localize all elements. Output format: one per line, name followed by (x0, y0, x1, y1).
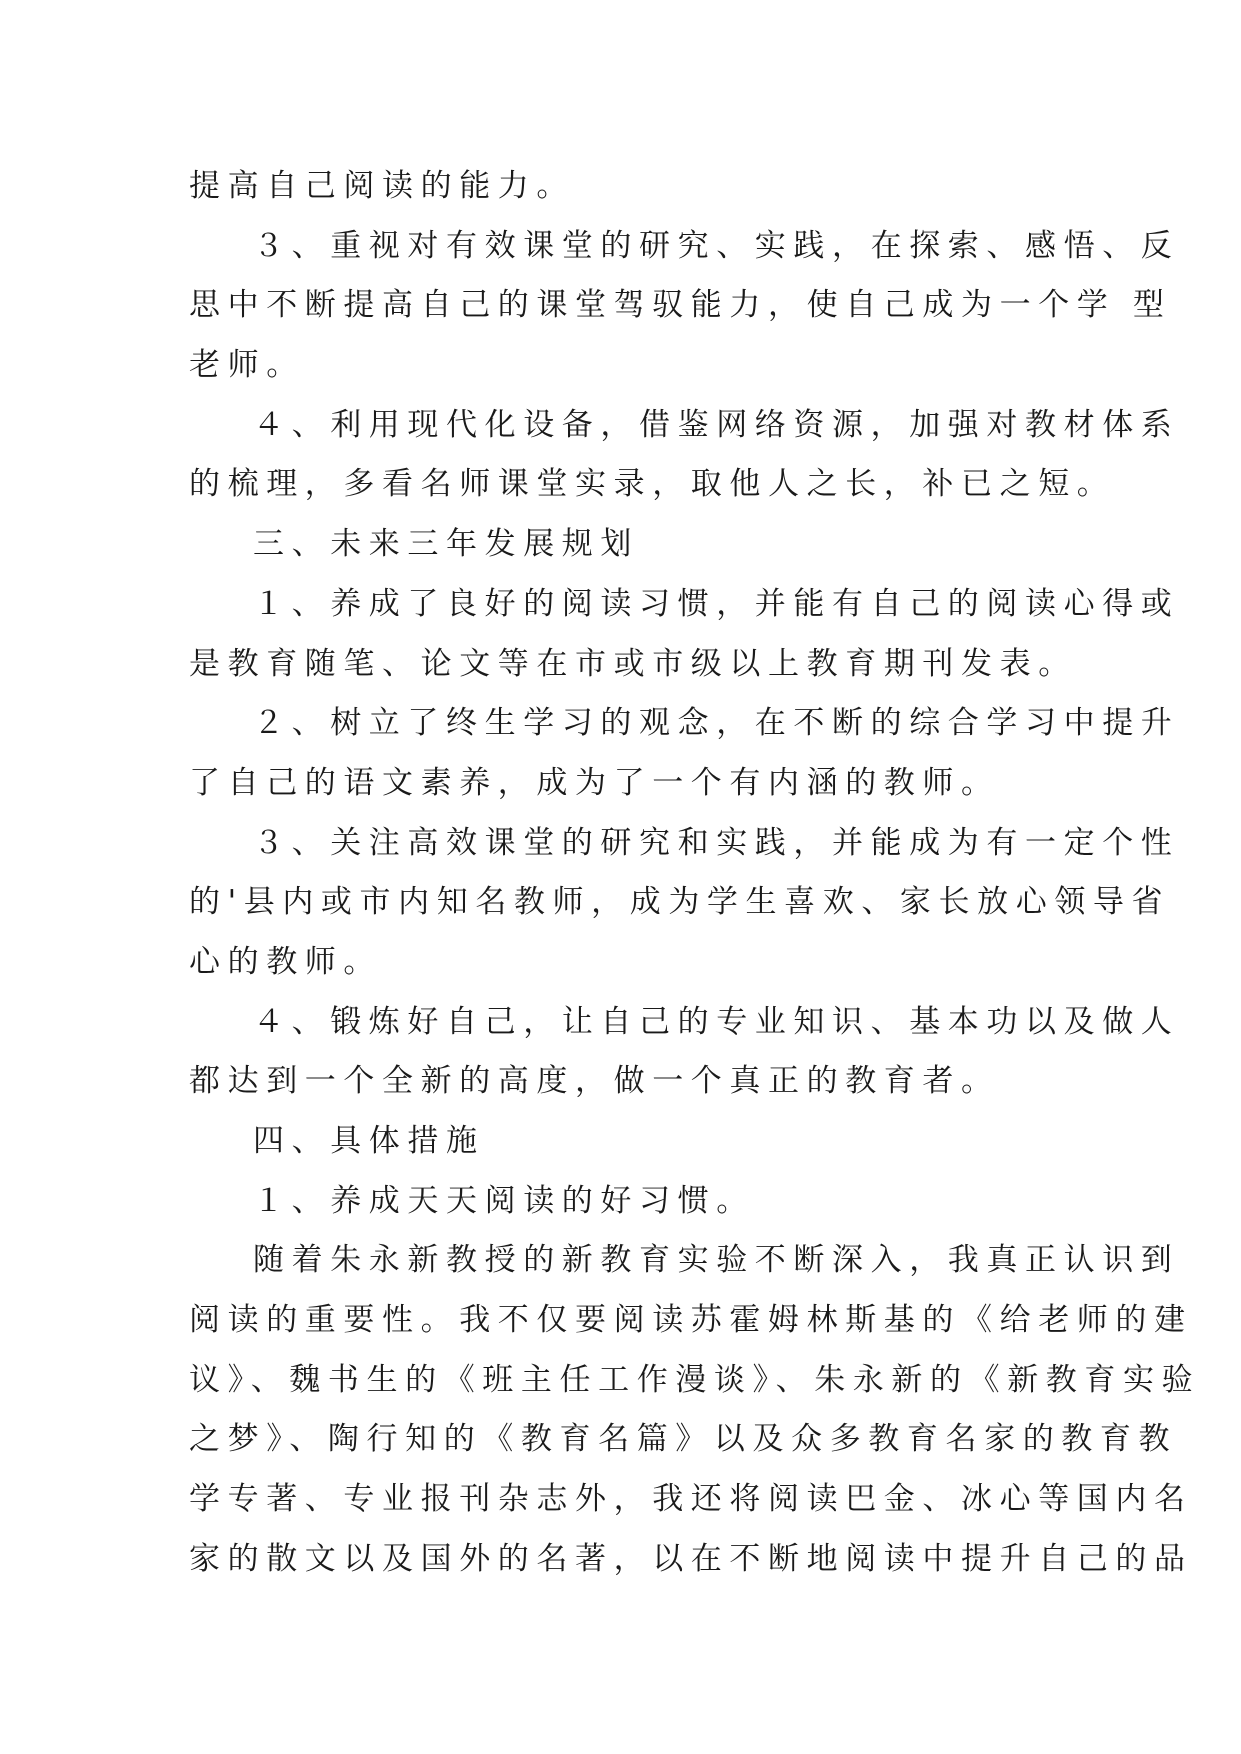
text-line: 家的散文以及国外的名著，以在不断地阅读中提升自己的品 (189, 1540, 1193, 1577)
text-line: 了自己的语文素养，成为了一个有内涵的教师。 (189, 764, 1000, 801)
text-line: ２、树立了终生学习的观念，在不断的综合学习中提升 (253, 705, 1180, 742)
text-line: 思中不断提高自己的课堂驾驭能力，使自己成为一个学 型 (189, 287, 1172, 324)
text-line: ３、重视对有效课堂的研究、实践，在探索、感悟、反 (253, 227, 1180, 264)
text-line: 的梳理，多看名师课堂实录，取他人之长，补已之短。 (189, 466, 1116, 503)
text-line: １、养成了良好的阅读习惯，并能有自己的阅读心得或 (253, 585, 1180, 622)
text-line: ３、关注高效课堂的研究和实践，并能成为有一定个性 (253, 824, 1180, 861)
text-line: 都达到一个全新的高度，做一个真正的教育者。 (189, 1063, 1000, 1100)
text-line: ４、锻炼好自己，让自己的专业知识、基本功以及做人 (253, 1003, 1180, 1040)
text-line: 提高自己阅读的能力。 (189, 168, 575, 204)
section-heading: 四、具体措施 (253, 1123, 485, 1159)
text-line: 学专著、专业报刊杂志外，我还将阅读巴金、冰心等国内名 (189, 1481, 1193, 1518)
text-line: 议》、魏书生的《班主任工作漫谈》、朱永新的《新教育实验 (189, 1361, 1201, 1398)
text-line: 的'县内或市内知名教师，成为学生喜欢、家长放心领导省 (189, 884, 1171, 921)
text-line: 随着朱永新教授的新教育实验不断深入，我真正认识到 (253, 1242, 1180, 1279)
text-line: ４、利用现代化设备，借鉴网络资源，加强对教材体系 (253, 406, 1180, 443)
text-line: １、养成天天阅读的好习惯。 (253, 1182, 755, 1219)
document-body (189, 157, 1201, 1590)
text-line: 阅读的重要性。我不仅要阅读苏霍姆林斯基的《给老师的建 (189, 1302, 1193, 1339)
section-heading: 三、未来三年发展规划 (253, 526, 639, 563)
text-line: 是教育随笔、论文等在市或市级以上教育期刊发表。 (189, 645, 1077, 682)
text-line: 老师。 (189, 347, 305, 384)
text-line: 心的教师。 (189, 943, 382, 980)
text-line: 之梦》、陶行知的《教育名篇》以及众多教育名家的教育教 (189, 1421, 1178, 1458)
